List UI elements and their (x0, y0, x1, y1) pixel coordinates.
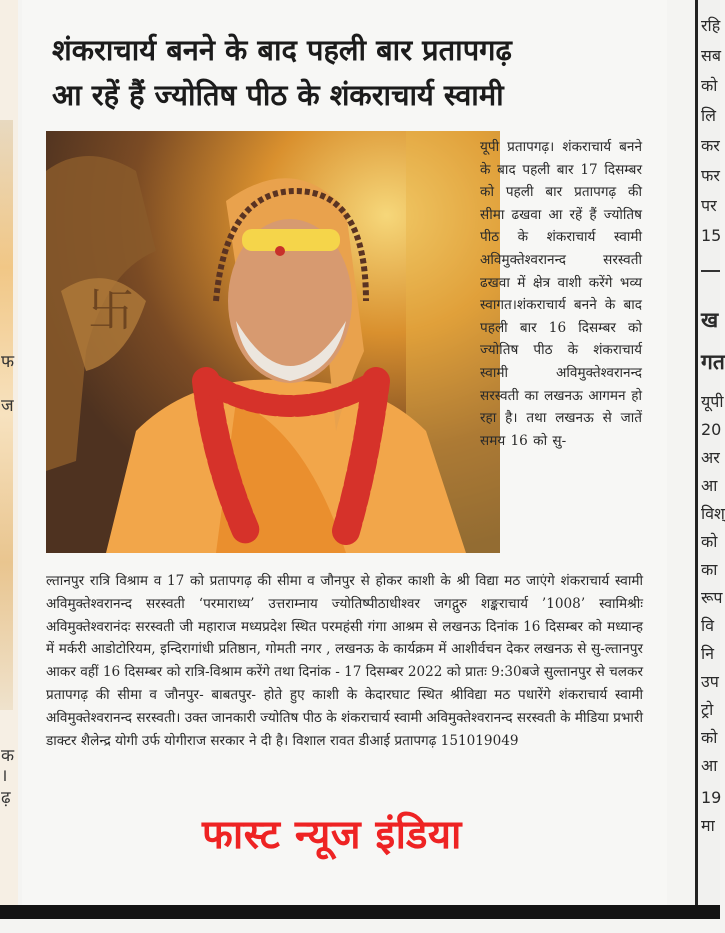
right-fragment: सब (701, 46, 721, 65)
right-fragment: आ (701, 476, 718, 495)
headline-line-1: शंकराचार्य बनने के बाद पहली बार प्रतापगढ़ (52, 33, 512, 67)
right-fragment: रहि (701, 16, 721, 35)
right-fragment: कर (701, 136, 720, 155)
right-fragment: उप (701, 672, 719, 691)
article-headline (52, 28, 652, 118)
right-fragment: अर (701, 448, 720, 467)
adjacent-article-right-edge (695, 0, 725, 905)
page-bottom-rule (0, 905, 720, 919)
right-fragment: विश् (701, 504, 725, 523)
left-fragment: ढ़ (1, 788, 11, 808)
article-intro-column: यूपी प्रतापगढ़। शंकराचार्य बनने के बाद पहली बार 17 दिसम्बर को पहली बार प्रतापगढ़ की सीमा ढखवा आ रहें हैं ज्योतिष पीठ के शंकराचार्य स्वामी अविमुक्तेश्वरानन्द सरस्वती ढखवा में क्षेत्र वाशी करेंगे भव्य स्वागत।शंकराचार्य बनने के बाद पहली बार 16 दिसम्बर को ज्योतिष पीठ के शंकराचार्य स्वामी अविमुक्तेश्वरानन्द सरस्वती का लखनऊ आगमन हो रहा है। तथा लखनऊ से जातें समय 16 को सु- (480, 139, 642, 449)
right-fragment: पर (701, 196, 717, 215)
right-fragment: वि (701, 616, 715, 635)
article-body-text: ल्तानपुर रात्रि विश्राम व 17 को प्रतापगढ़ की सीमा व जौनपुर से होकर काशी के श्री विद्या मठ जाएंगे शंकराचार्य स्वामी अविमुक्तेश्वरानन्द सरस्वती ‘परमाराध्य’ उत्तराम्नाय ज्योतिष्पीठाधीश्वर जगद्गुरु शङ्कराचार्य ’1008’ स्वामिश्रीः अविमुक्तेश्वरानंदः सरस्वती जी महाराज मध्यप्रदेश स्थित परमहंसी गंगा आश्रम से लखनऊ दिनांक 16 दिसम्बर को मध्यान्ह में मर्करी आडोटोरियम, इन्दिरागांधी प्रतिष्ठान, गोमती नगर , लखनऊ के कार्यक्रम में आशीर्वचन देकर लखनऊ से सु-ल्तानपुर आकर वहीं 16 दिसम्बर को रात्रि-विश्राम करेंगे तथा दिनांक - 17 दिसम्बर 2022 को प्रातः 9:30बजे सुल्तानपुर से चलकर प्रतापगढ़ की सीमा व जौनपुर- बाबतपुर- होते हुए काशी के केदारघाट स्थित श्रीविद्या मठ पधारेंगे शंकराचार्य स्वामी अविमुक्तेश्वरानन्द सरस्वती। उक्त जानकारी ज्योतिष पीठ के शंकराचार्य स्वामी अविमुक्तेश्वरानन्द सरस्वती के मीडिया प्रभारी डाक्टर शैलेन्द्र योगी उर्फ योगीराज सरकार ने दी है। विशाल रावत डीआई प्रतापगढ़ 151019049 (46, 573, 643, 749)
right-fragment: रूप (701, 588, 723, 607)
right-fragment: 19 (701, 788, 722, 807)
svg-text:卐: 卐 (88, 283, 134, 337)
right-fragment: यूपी (701, 392, 724, 411)
left-fragment: फ (1, 352, 15, 372)
right-fragment: मा (701, 816, 715, 835)
right-fragment: 20 (701, 420, 722, 439)
left-fragment: क (1, 746, 15, 766)
column-rule (701, 270, 720, 272)
left-fragment: । (1, 766, 8, 786)
column-divider (695, 0, 698, 905)
right-fragment: लि (701, 106, 716, 125)
right-fragment: नि (701, 644, 715, 663)
headline-line-2: आ रहें हैं ज्योतिष पीठ के शंकराचार्य स्वामी (52, 78, 504, 112)
news-article (22, 0, 667, 905)
right-fragment: फर (701, 166, 720, 185)
swami-portrait-illustration (46, 131, 500, 553)
right-fragment: को (701, 76, 718, 95)
right-heading-fragment: गत (701, 350, 725, 374)
article-photo (46, 131, 500, 553)
publication-brand: फास्ट न्यूज इंडिया (202, 812, 462, 858)
right-fragment: 15 (701, 226, 722, 245)
right-fragment: का (701, 560, 718, 579)
adjacent-article-left-edge (0, 0, 18, 905)
right-fragment: को (701, 532, 718, 551)
right-fragment: ट्रो (701, 700, 714, 719)
right-heading-fragment: ख (701, 308, 719, 332)
left-fragment: ज (1, 396, 14, 416)
right-fragment: आ (701, 756, 718, 775)
right-fragment: को (701, 728, 718, 747)
